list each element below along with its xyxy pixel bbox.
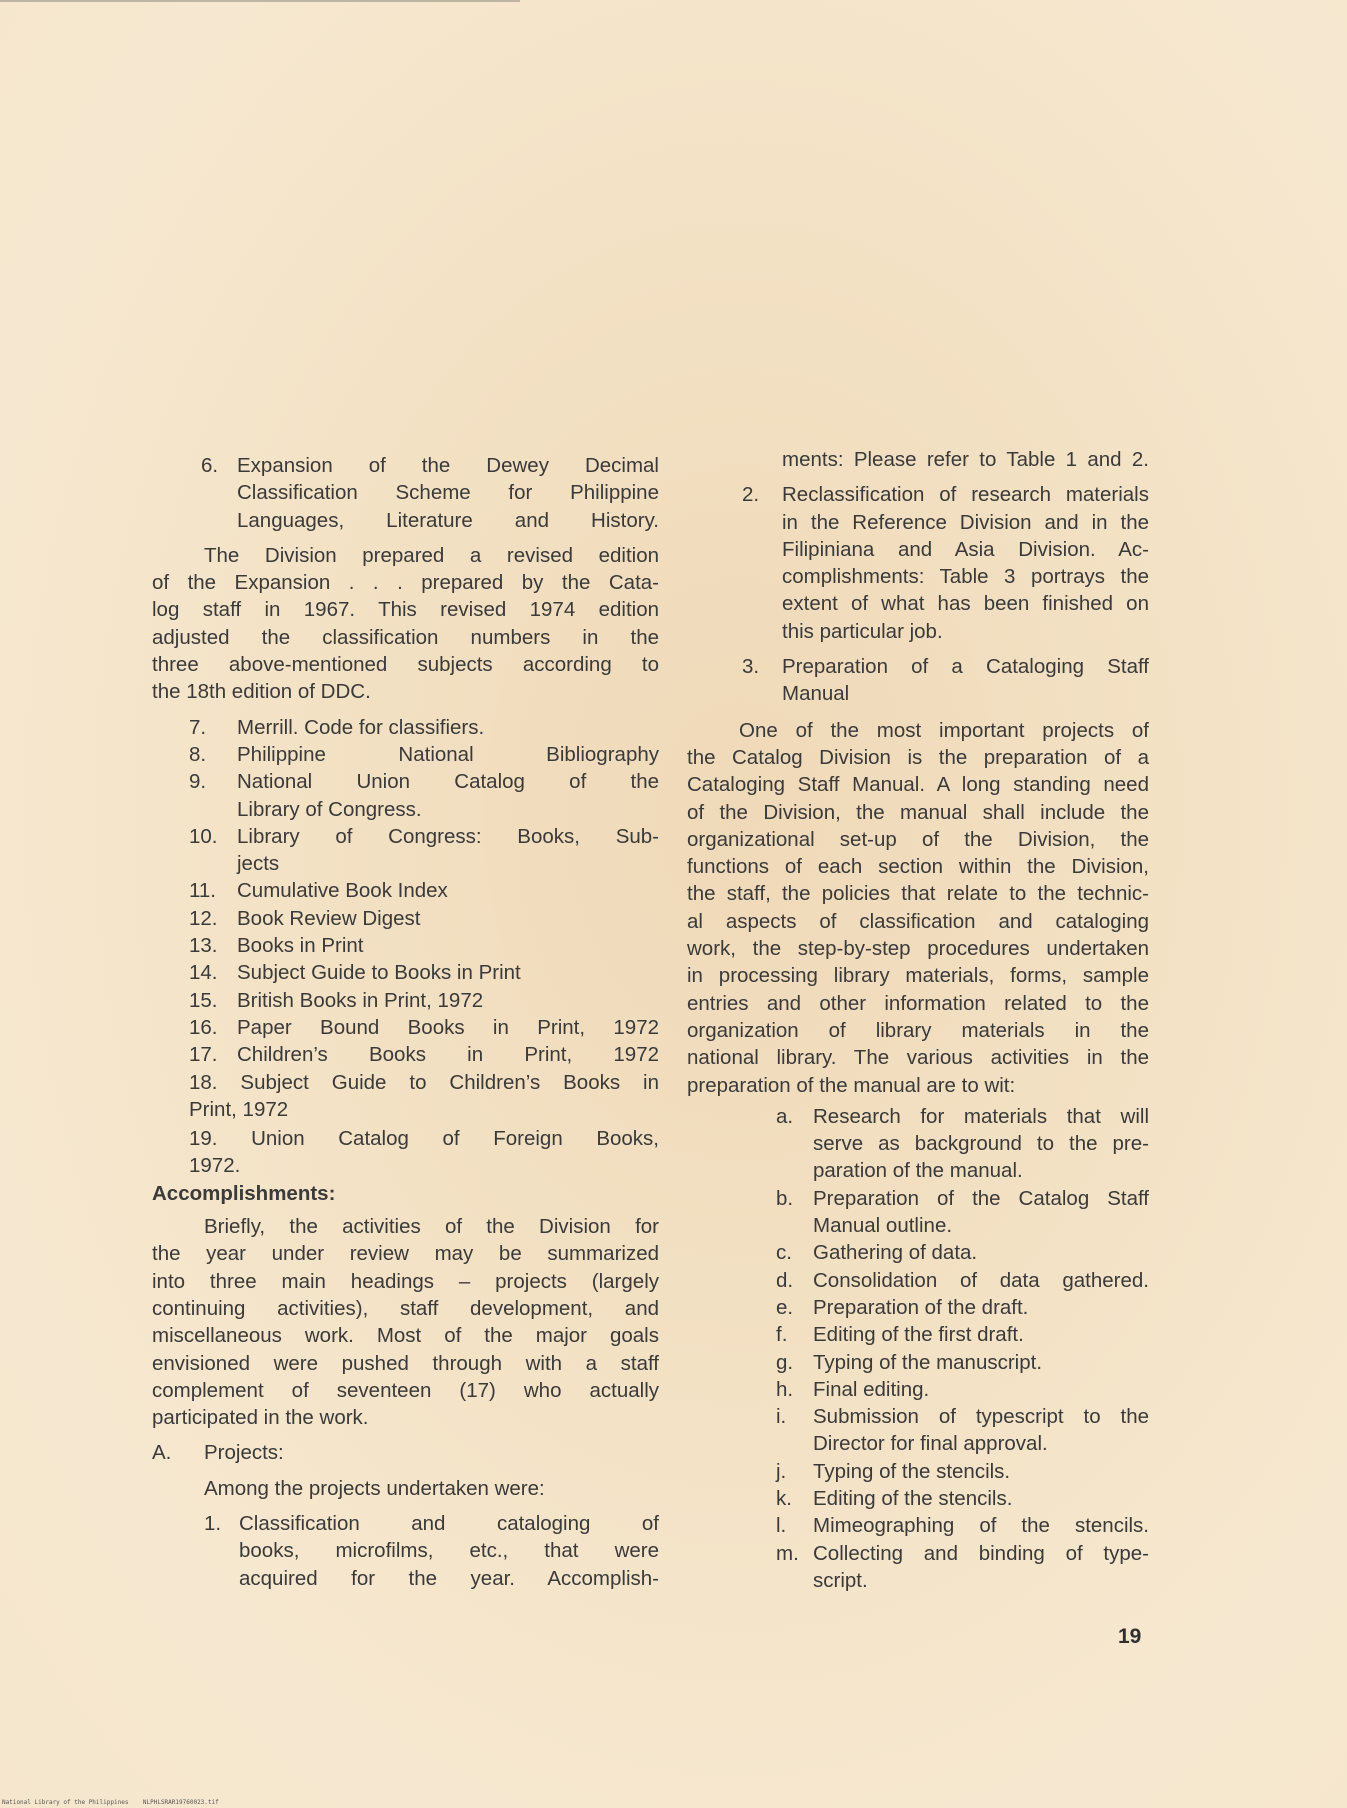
item-number: 2. (742, 483, 760, 507)
reference-item-6 (201, 452, 659, 534)
line: serve as background to the pre- (813, 1132, 1149, 1156)
item-text (237, 987, 659, 1014)
manual-step (776, 1321, 1149, 1348)
reference-item (189, 823, 659, 878)
line: Editing of the stencils. (813, 1486, 1013, 1510)
line: Expansion of the Dewey Decimal (237, 454, 659, 477)
line: the staff, the policies that relate to the technic- (687, 882, 1149, 906)
line: Languages, Literature and History. (237, 508, 659, 532)
line: Cataloging Staff Manual. A long standing need (687, 773, 1149, 797)
item-number: 13. (189, 934, 218, 958)
line: Merrill. Code for classifiers. (237, 715, 485, 739)
manual-step (776, 1239, 1149, 1266)
accomplishments-paragraph (152, 1213, 659, 1431)
line: script. (813, 1568, 868, 1592)
line: extent of what has been finished on (782, 592, 1149, 616)
line: Mimeographing of the stencils. (813, 1514, 1149, 1538)
line: Editing of the first draft. (813, 1323, 1024, 1347)
line: al aspects of classification and cataloging (687, 909, 1149, 933)
line: this particular job. (782, 619, 943, 643)
line: in the Reference Division and in the (782, 510, 1149, 534)
line: 1972. (189, 1154, 241, 1178)
step-text (813, 1485, 1149, 1512)
step-letter: i. (776, 1405, 787, 1429)
manual-step (776, 1267, 1149, 1294)
step-text (813, 1512, 1149, 1539)
item-number: 6. (201, 454, 219, 477)
line: Manual outline. (813, 1214, 953, 1238)
manual-step (776, 1458, 1149, 1485)
line: Research for materials that will (813, 1104, 1149, 1128)
item-text (237, 741, 659, 768)
item-text (237, 959, 659, 986)
reference-item (189, 959, 659, 986)
step-letter: e. (776, 1295, 794, 1319)
project-item-2 (742, 481, 1149, 645)
item-text (237, 768, 659, 823)
line: preparation of the manual are to wit: (687, 1073, 1016, 1097)
item-text (782, 653, 1149, 708)
line: Print, 1972 (189, 1097, 289, 1121)
staff-manual-paragraph (687, 717, 1149, 1099)
line: functions of each section within the Division, (687, 855, 1149, 879)
item-text (237, 1041, 659, 1068)
page-number: 19 (1118, 1625, 1142, 1648)
line: Reclassification of research materials (782, 483, 1149, 507)
line: National Union Catalog of the (237, 770, 659, 794)
line: paration of the manual. (813, 1159, 1023, 1183)
reference-list (189, 714, 659, 1069)
line: Children’s Books in Print, 1972 (237, 1043, 659, 1067)
line: national library. The various activities in the (687, 1046, 1149, 1070)
section-letter: A. (152, 1441, 172, 1465)
manual-step (776, 1512, 1149, 1539)
item-number: 15. (189, 988, 218, 1012)
reference-item (189, 714, 659, 741)
line: acquired for the year. Accomplish- (239, 1566, 659, 1590)
line: Final editing. (813, 1377, 930, 1401)
step-text (813, 1403, 1149, 1458)
step-letter: m. (776, 1541, 799, 1565)
manual-step (776, 1376, 1149, 1403)
line: Book Review Digest (237, 906, 421, 930)
line: Filipiniana and Asia Division. Ac- (782, 537, 1149, 561)
line: British Books in Print, 1972 (237, 988, 484, 1012)
project-item-3 (742, 653, 1149, 708)
manual-step (776, 1540, 1149, 1595)
continued-line: ments: Please refer to Table 1 and 2. (782, 448, 1149, 471)
line: adjusted the classification numbers in the (152, 625, 659, 649)
line: into three main headings – projects (largely (152, 1269, 659, 1293)
accomplishments-heading: Accomplishments: (152, 1181, 336, 1205)
item-number: 14. (189, 961, 218, 985)
item-text (782, 481, 1149, 645)
item-text (237, 714, 659, 741)
step-text (813, 1267, 1149, 1294)
line: work, the step-by-step procedures undertaken (687, 937, 1149, 961)
item-number: 8. (189, 742, 207, 766)
line: Manual (782, 682, 850, 706)
right-column (687, 446, 1149, 1594)
reference-item (189, 741, 659, 768)
line: Library of Congress. (237, 797, 422, 821)
step-text (813, 1349, 1149, 1376)
section-title: Projects: (204, 1441, 284, 1465)
line: Preparation of the draft. (813, 1295, 1029, 1319)
line: log staff in 1967. This revised 1974 edition (152, 598, 659, 622)
line: Philippine National Bibliography (237, 742, 659, 766)
line: miscellaneous work. Most of the major goals (152, 1324, 659, 1348)
manual-step (776, 1185, 1149, 1240)
line: organizational set-up of the Division, the (687, 827, 1149, 851)
step-text (813, 1376, 1149, 1403)
line: Typing of the manuscript. (813, 1350, 1043, 1374)
step-letter: j. (776, 1459, 787, 1483)
line: Preparation of a Cataloging Staff (782, 655, 1149, 679)
line: 18. Subject Guide to Children’s Books in (189, 1070, 659, 1094)
line: the Catalog Division is the preparation of a (687, 745, 1149, 769)
line: organization of library materials in the (687, 1018, 1149, 1042)
line: jects (237, 852, 280, 876)
scan-edge-line (0, 0, 520, 2)
item-number: 7. (189, 715, 207, 739)
line: Classification Scheme for Philippine (237, 481, 659, 505)
item-text (237, 932, 659, 959)
step-text (813, 1185, 1149, 1240)
line: Briefly, the activities of the Division for (204, 1215, 659, 1239)
item-number: 12. (189, 906, 218, 930)
manual-step (776, 1403, 1149, 1458)
line: Submission of typescript to the (813, 1405, 1149, 1429)
step-text (813, 1294, 1149, 1321)
item-number: 9. (189, 770, 207, 794)
line: 19. Union Catalog of Foreign Books, (189, 1127, 659, 1151)
line: Director for final approval. (813, 1432, 1048, 1456)
item-text (237, 905, 659, 932)
line: Typing of the stencils. (813, 1459, 1011, 1483)
line: in processing library materials, forms, sample (687, 964, 1149, 988)
line: Collecting and binding of type- (813, 1541, 1149, 1565)
line: Library of Congress: Books, Sub- (237, 824, 659, 848)
projects-intro: Among the projects undertaken were: (204, 1476, 545, 1500)
reference-item (189, 905, 659, 932)
line: Cumulative Book Index (237, 879, 448, 903)
line: the 18th edition of DDC. (152, 680, 371, 704)
step-text (813, 1239, 1149, 1266)
line: The Division prepared a revised edition (204, 543, 659, 567)
reference-item (189, 1014, 659, 1041)
manual-step (776, 1349, 1149, 1376)
line: Classification and cataloging of (239, 1511, 659, 1535)
project-item-1 (204, 1510, 659, 1592)
step-text (813, 1321, 1149, 1348)
item-text (237, 823, 659, 878)
expansion-paragraph (152, 542, 659, 706)
step-letter: k. (776, 1486, 792, 1510)
step-letter: h. (776, 1377, 794, 1401)
item-number: 17. (189, 1043, 218, 1067)
line: Consolidation of data gathered. (813, 1268, 1149, 1292)
item-text (239, 1510, 659, 1592)
manual-step (776, 1485, 1149, 1512)
line: complishments: Table 3 portrays the (782, 565, 1149, 589)
item-number: 11. (189, 879, 216, 903)
step-letter: f. (776, 1323, 788, 1347)
item-text (237, 877, 659, 904)
item-number: 16. (189, 1015, 218, 1039)
reference-item-18 (189, 1069, 659, 1124)
reference-item (189, 1041, 659, 1068)
line: Books in Print (237, 934, 364, 958)
reference-item (189, 932, 659, 959)
left-column (152, 452, 659, 1592)
scan-footer-text: National Library of the Philippines NLPHLSRAR19760023.tif (2, 1799, 219, 1806)
line: Paper Bound Books in Print, 1972 (237, 1015, 659, 1039)
reference-item (189, 987, 659, 1014)
step-letter: d. (776, 1268, 794, 1292)
step-text (813, 1540, 1149, 1595)
manual-step (776, 1103, 1149, 1185)
step-letter: g. (776, 1350, 794, 1374)
item-text (237, 1014, 659, 1041)
line: of the Expansion . . . prepared by the Cata- (152, 571, 659, 595)
line: envisioned were pushed through with a staff (152, 1351, 659, 1375)
line: continuing activities), staff development, and (152, 1296, 659, 1320)
step-text (813, 1103, 1149, 1185)
line: complement of seventeen (17) who actually (152, 1378, 659, 1402)
line: Preparation of the Catalog Staff (813, 1186, 1149, 1210)
line: participated in the work. (152, 1406, 369, 1430)
section-a-heading (152, 1439, 659, 1466)
reference-item (189, 877, 659, 904)
line: three above-mentioned subjects according to (152, 653, 659, 677)
item-number: 1. (204, 1511, 222, 1535)
item-text (237, 452, 659, 534)
line: Subject Guide to Books in Print (237, 961, 521, 985)
line: Gathering of data. (813, 1241, 978, 1265)
line: the year under review may be summarized (152, 1242, 659, 1266)
step-letter: a. (776, 1104, 794, 1128)
step-letter: c. (776, 1241, 792, 1265)
reference-item-19 (189, 1125, 659, 1180)
item-number: 3. (742, 655, 760, 679)
manual-steps-list (776, 1103, 1149, 1594)
step-text (813, 1458, 1149, 1485)
line: One of the most important projects of (739, 718, 1149, 742)
line: books, microfilms, etc., that were (239, 1539, 659, 1563)
reference-item (189, 768, 659, 823)
step-letter: l. (776, 1514, 787, 1538)
manual-step (776, 1294, 1149, 1321)
item-number: 10. (189, 824, 218, 848)
line: of the Division, the manual shall include the (687, 800, 1149, 824)
line: entries and other information related to the (687, 991, 1149, 1015)
step-letter: b. (776, 1186, 794, 1210)
